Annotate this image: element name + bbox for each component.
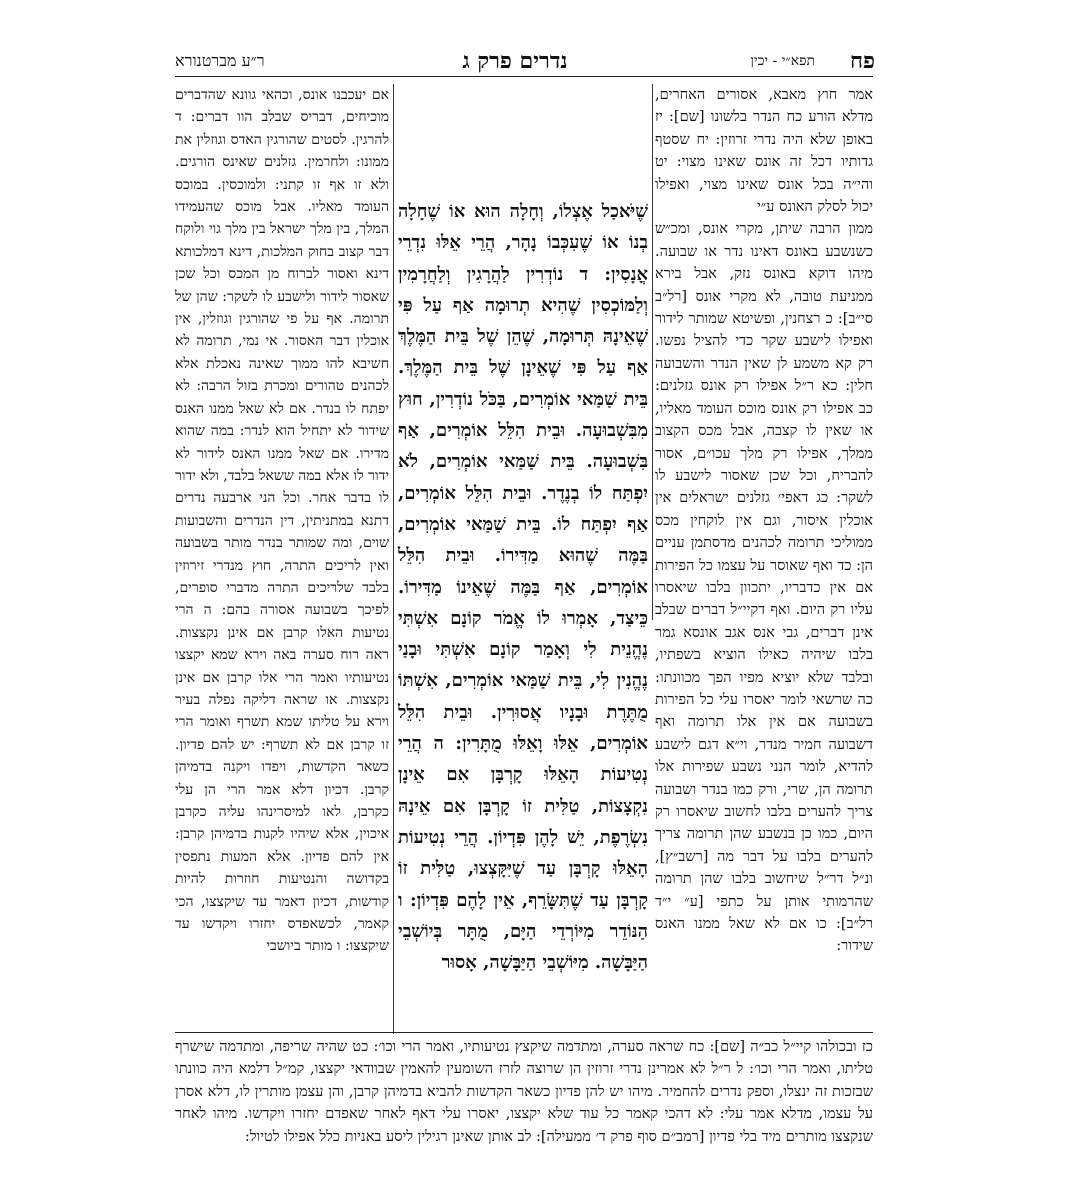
page-header <box>175 48 875 74</box>
bottom-rule <box>175 1032 873 1033</box>
commentary-right-column <box>655 84 873 955</box>
commentary-right-text: ממון הרבה שיתן, מקרי אונס, ומכ״ש כשנשבע באונס דאינו נדר או שבועה. מיהו דוקא באונס נזק, אבל בירא ממניעת טובה, לא מקרי אונס [רל״ב סי״ב]: כ רצחנין, ופשיטא שמותר לידור ואפילו לישבע שקר כדי להציל נפשו. רק קא משמע לן שאין הנדר והשבועה חלין: כא ר״ל אפילו רק אונס גזלנים: כב אפילו רק אונס מוכס העומד מאליו, או שאין לו קצבה, אבל מכס הקצוב ממלך, אפילו רק מלך עכו״ם, אסור להבריח, וכל שכן שאסור לישבע לו לשקר: כג דאפי׳ גזלנים ישראלים אין אוכלין איסור, וגם אין לוקחין מכס ממוליכי תרומה לכהנים מדסתמן עניים הן: כד ואף שאוסר על עצמו כל הפירות אם אין כדבריו, יתכוון בלבו שיאסרו עליו רק היום. ואף דקיי״ל דברים שבלב אינן דברים, גבי אנס אגב אונסא גמר בלבו שיהיה כאילו הוציא בשפתיו, ובלבד שלא יוציא מפיו הפך מכוונתו: כה שרשאי לומר יאסרו עלי כל הפירות בשבועה אם אין אלו תרומה ואף דשבועה חמיר מנדר, וי״א דגם לישבע להדיא, לומר הנני נשבע שפירות אלו תרומה הן, שרי, ורק כמו בנדר ושבועה צריך להערים בלבו לחשוב שיאסרו רק היום, כמו כן בנשבע שהן תרומה צריך להערים בלבו על דבר מה [רשב״ץ], ונ״ל דר״ל שיחשוב בלבו שהן תרומה שהרמותי אותן על כתפי [ע״ י״ד רל״ב]: כו אם לא שאל ממנו האנס שידור: <box>655 221 873 955</box>
header-left-label: ר״ע מברטנורא <box>175 51 265 70</box>
mishnah-text: שֶׁיֹּאכַל אֶצְלוֹ, וְחָלָה הוּא אוֹ שֶׁחָלָה בְנוֹ אוֹ שֶׁעִכְּבוֹ נָהָר, הֲרֵי אֵלּוּ נִדְרֵי אֳנָסִין: ד נוֹדְרִין לַהֲרָגִין וְלַחֲרָמִין וְלַמּוֹכְסִין שֶׁהִיא תְרוּמָה אַף עַל פִּי שֶׁאֵינָהּ תְּרוּמָה, שֶׁהֵן שֶׁל בֵּית הַמֶּלֶךְ אַף עַל פִּי שֶׁאֵינָן שֶׁל בֵּית הַמֶּלֶךְ. בֵּית שַׁמַּאי אוֹמְרִים, בַּכֹּל נוֹדְרִין, חוּץ מִבִּשְׁבוּעָה. וּבֵית הִלֵּל אוֹמְרִים, אַף בִּשְׁבוּעָה. בֵּית שַׁמַּאי אוֹמְרִים, לֹא יִפְתַּח לוֹ בְנֶדֶר. וּבֵית הִלֵּל אוֹמְרִים, אַף יִפְתַּח לוֹ. בֵּית שַׁמַּאי אוֹמְרִים, בַּמֶּה שֶׁהוּא מַדִּירוֹ. וּבֵית הִלֵּל אוֹמְרִים, אַף בַּמֶּה שֶׁאֵינוֹ מַדִּירוֹ. כֵּיצַד, אָמְרוּ לוֹ אֱמֹר קוֹנָם אִשְׁתִּי נֶהֱנֵית לִי וְאָמַר קוֹנָם אִשְׁתִּי וּבָנַי נֶהֱנִין לִי, בֵּית שַׁמַּאי אוֹמְרִים, אִשְׁתּוֹ מֻתֶּרֶת וּבָנָיו אֲסוּרִין. וּבֵית הִלֵּל אוֹמְרִים, אֵלּוּ וָאֵלּוּ מֻתָּרִין: ה הֲרֵי נְטִיעוֹת הָאֵלּוּ קָרְבָּן אִם אֵינָן נִקְצָצוֹת, טַלִּית זוֹ קָרְבָּן אִם אֵינָהּ נִשְׂרֶפֶת, יֵשׁ לָהֶן פִּדְיוֹן. הֲרֵי נְטִיעוֹת הָאֵלּוּ קָרְבָּן עַד שֶׁיִּקָּצְצוּ, טַלִּית זוֹ קָרְבָּן עַד שֶׁתִּשָּׂרֵף, אֵין לָהֶם פִּדְיוֹן: ו הַנּוֹדֵר מִיּוֹרְדֵי הַיָּם, מֻתָּר בְּיוֹשְׁבֵי הַיַּבָּשָׁה. מִיּוֹשְׁבֵי הַיַּבָּשָׁה, אָסוּר <box>398 201 648 974</box>
header-rule <box>175 76 873 77</box>
column-divider-right <box>652 84 653 620</box>
page-title: נדרים פרק ג <box>462 48 568 74</box>
commentary-left-text: אם יעכבנו אונס, וכהאי גוונא שהדברים מוכיחים, דבריס שבלב הוו דברים: ד להרגין. לסטים שהורגין האדס וגוזלין את ממונו: ולחרמין. גזלנים שאינס הורגים. ולא זו אף זו קתני: ולמוכסין. במוכס העומד מאליו. אבל מוכס שהעמידו המלך, בין מלך ישראל בין מלך גוי ולוקח דבר קצוב בחוק המלכות, דינא דמלכותא דינא ואסור לברוח מן המכס וכל שכן שאסור לידור ולישבע לו לשקר: שהן של תרומה. אף על פי שהורגין וגוזלין, אין אוכלין דבר האסור. אי נמי, תרומה לא חשיבא להו ממוך שאינה נאכלת אלא לכהנים טהורים ומכרת בזול הרבה: לא יפתח לו בנדר. אם לא שאל ממנו האנס שידור לא יתחיל הוא לנדר: במה שהוא מדירו. אם שאל ממנו האנס לידור לא ידור לו אלא במה ששאל בלבד, ולא ידור לו בדבר אחר. וכל הני ארבעה נדרים דתנא במתניתין, דין הנדרים והשבועות שוים, ומה שמותר בנדר מותר בשבועה ואין לריכים התרה, חוץ מנדרי זירוזין בלבד שלריכים התרה מדברי סופרים, לפיכך בשבועה אסורה בהם: ה הרי נטיעות האלו קרבן אם אינן נקצצות. ראה רוח סערה באה וירא שמא יקצצו נטיעותיו ואמר הרי אלו קרבן אם אינן נקצצות. או שראה דליקה נפלה בעיר וירא על טליתו שמא תשרף ואומר הרי זו קרבן אם לא תשרף: יש להם פדיון. כשאר הקדשות, ויפדו ויקנה בדמיהן קרבן. דכיון דלא אמר הרי הן עלי כקרבן, לאו למיסרינהו עליה כקרבן איכוין, אלא שיהיו לקנות בדמיהן קרבן: אין להם פדיון. אלא המעות נתפסין בקדושה והנטיעות חוזרות להיות קודשות, דכיון דאמר עד שיקצצו, הכי קאמר, לכשאפדס יחזרו ויקדשו עד שיקצצו: ו מותר ביושבי <box>175 87 389 955</box>
page-number: פח <box>850 48 875 74</box>
commentary-left-column <box>175 84 389 1034</box>
commentary-bottom-text: כז ובכולהו קיי״ל כב״ה [שם]: כח שראה סערה, ומתדמה שיקצץ נטיעותיו, ואמר הרי וכו׳: כט שהיה שריפה, ומתדמה שישרף טליתו, ואמר הרי וכו׳: ל ר״ל לא אמרינן נדרי זרוזין הן שרוצה לזרז השומעין להאמין שבוודאי יקצצו, קמ״ל דלמא היה כוונתו שבזכות זה ינצלו, וספק נדרים להחמיר. מיהו יש להן פדיון כשאר הקדשות להביא בדמיהן קרבן, והן עצמן מותרין לו, דלא אסרן על עצמו, מדלא אמר עלי: לא דהכי קאמר כל עוד שלא יקצצו, יאסרו עלי דאף לאחר שאפדם יחזרו ויקדשו. מיהו לאחר שנקצצו מותרים מיד בלי פדיון [רמב״ם סוף פרק ד׳ ממעילה]: לב אותן שאינן רגילין ליסע באניות כלל אפילו לטיול: <box>175 1039 873 1145</box>
commentary-top-text: אמר חוץ מאבא, אסורים האחרים, מדלא הורע כח הנדר בלשונו [שם]: יז באופן שלא היה נדרי זרוזין: יח שסטף גדותיו דכל זה אונס שאינו מצוי: יט והי״ה בכל אונס שאינו מצוי, ואפילו יכול לסלק האונס ע״י <box>655 87 873 216</box>
commentary-bottom-block <box>175 1036 873 1145</box>
mishnah-text-column <box>398 196 648 1036</box>
header-right-label: תפא״י - יכין <box>750 52 815 69</box>
column-divider-left <box>393 84 394 1034</box>
